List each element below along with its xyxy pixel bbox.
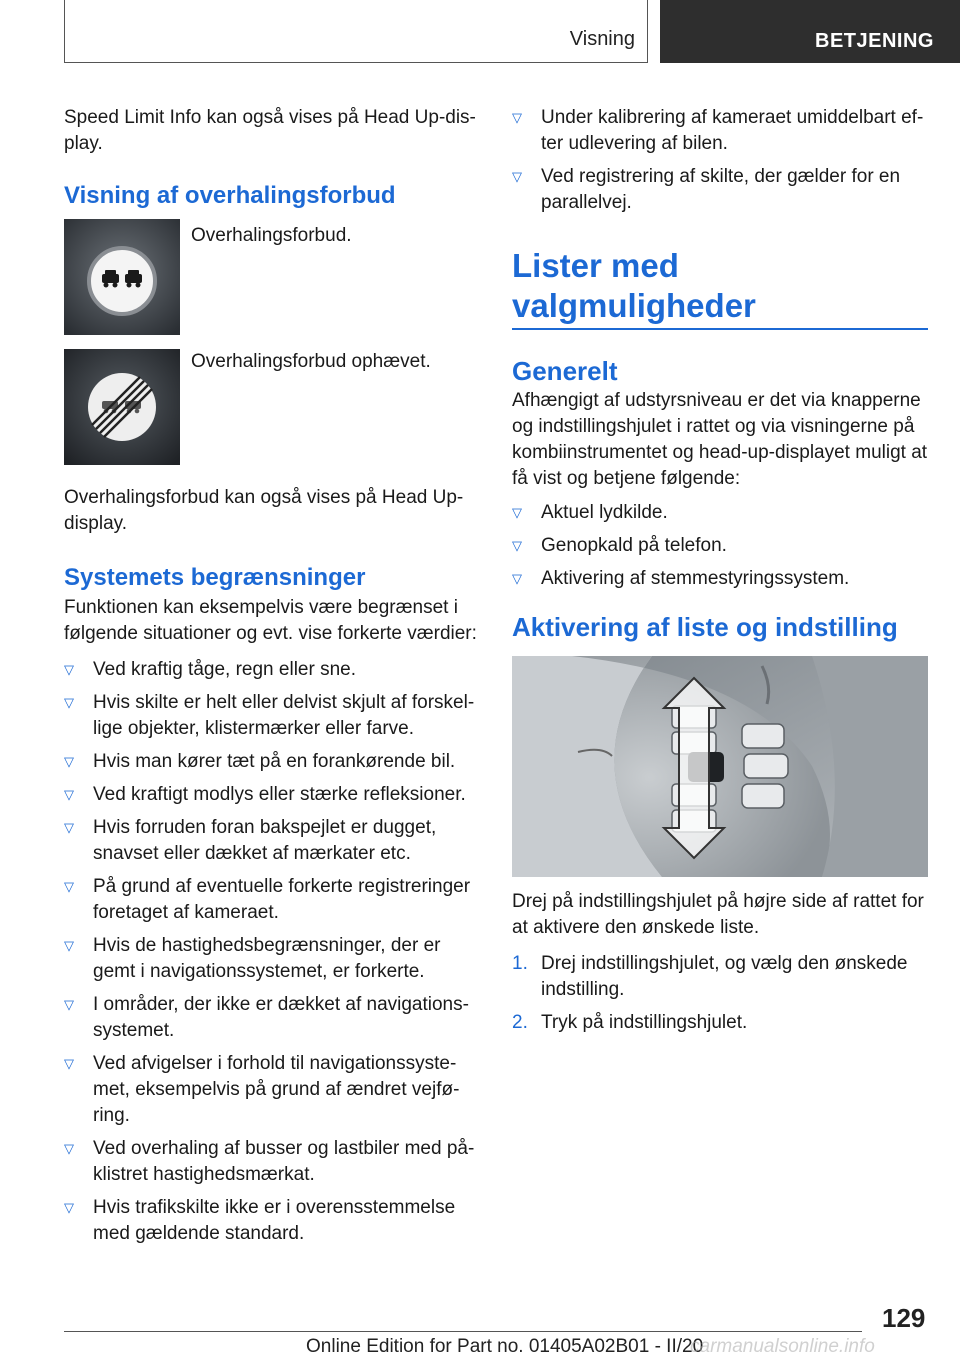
list-item: ▽ Ved overhaling af busser og lastbiler med på-klistret hastighedsmærkat.: [64, 1138, 475, 1185]
list-item: ▽ Hvis forruden foran bakspejlet er dugget, snavset eller dækket af mærkater etc.: [64, 817, 437, 864]
hud-intro-text: Speed Limit Info kan også vises på Head Up-dis-play.: [64, 107, 476, 154]
bullet-triangle-icon: ▽: [512, 538, 522, 553]
bullet-triangle-icon: ▽: [64, 662, 74, 677]
end-no-overtaking-sign-icon: [64, 349, 180, 465]
general-list: [512, 500, 928, 592]
bullet-triangle-icon: ▽: [64, 1200, 74, 1215]
bullet-triangle-icon: ▽: [64, 695, 74, 710]
list-item: ▽ Ved kraftig tåge, regn eller sne.: [64, 657, 479, 683]
list-item: ▽ På grund af eventuelle forkerte registreringer foretaget af kameraet.: [64, 876, 471, 923]
limits-list-continued: [512, 105, 928, 216]
list-item: ▽ Hvis man kører tæt på en forankørende bil.: [64, 749, 479, 775]
bullet-triangle-icon: ▽: [512, 169, 522, 184]
sign2-caption: Overhalingsforbud ophævet.: [191, 351, 431, 372]
sign-row-1: [64, 215, 479, 337]
list-item: ▽ Aktivering af stemmestyringssystem.: [512, 566, 928, 592]
step-item: 2. Tryk på indstillingshjulet.: [512, 1010, 928, 1036]
list-item: ▽ Ved registrering af skilte, der gælder for en parallelvej.: [512, 166, 901, 213]
limits-intro: Funktionen kan eksempelvis være begrænset i følgende situationer og evt. vise forkerte værdier:: [64, 597, 477, 644]
heading-rule: [512, 328, 928, 330]
bullet-triangle-icon: ▽: [512, 505, 522, 520]
activation-text: Drej på indstillingshjulet på højre side af rattet for at aktivere den ønskede liste.: [512, 891, 924, 938]
heading-limits: Systemets begrænsninger: [64, 564, 366, 591]
overtaking-hud-text: Overhalingsforbud kan også vises på Head Up-display.: [64, 487, 464, 534]
bullet-triangle-icon: ▽: [64, 820, 74, 835]
heading-lists: Lister med valgmuligheder: [512, 247, 756, 324]
steering-wheel-illustration: [512, 656, 928, 877]
step-number: 1.: [512, 953, 528, 974]
heading-general: Generelt: [512, 356, 618, 386]
section-title: Visning: [569, 28, 635, 50]
chapter-tab: [660, 0, 960, 63]
step-item: 1. Drej indstillingshjulet, og vælg den ønskede indstilling.: [512, 953, 908, 1000]
list-item: ▽ Ved kraftigt modlys eller stærke refleksioner.: [64, 782, 479, 808]
list-item: ▽ Aktuel lydkilde.: [512, 500, 928, 526]
heading-activation: Aktivering af liste og indstilling: [512, 612, 898, 642]
chapter-label: BETJENING: [815, 30, 934, 52]
sign-row-2: [64, 349, 479, 485]
bullet-triangle-icon: ▽: [64, 879, 74, 894]
list-item: ▽ Hvis skilte er helt eller delvist skjult af forskel-lige objekter, klistermærker eller farve.: [64, 692, 475, 739]
bullet-triangle-icon: ▽: [64, 1141, 74, 1156]
edition-text: Online Edition for Part no. 01405A02B01 - II/20: [306, 1336, 704, 1357]
left-column: [64, 105, 479, 1254]
right-column: [512, 105, 928, 1043]
bullet-triangle-icon: ▽: [512, 110, 522, 125]
header-frame: [64, 0, 648, 63]
page-number: 129: [882, 1303, 926, 1333]
bullet-triangle-icon: ▽: [64, 938, 74, 953]
bullet-triangle-icon: ▽: [64, 1056, 74, 1071]
list-item: ▽ Under kalibrering af kameraet umiddelbart ef-ter udlevering af bilen.: [512, 107, 924, 154]
footer-rule: [64, 1331, 862, 1332]
list-item: ▽ Ved afvigelser i forhold til navigationssyste-met, eksempelvis på grund af ændret vejfø-ring.: [64, 1053, 460, 1126]
list-item: ▽ Genopkald på telefon.: [512, 533, 928, 559]
heading-overtaking: Visning af overhalingsforbud: [64, 182, 396, 209]
steps-list: [512, 951, 928, 1036]
list-item: ▽ Hvis de hastighedsbegrænsninger, der er gemt i navigationssystemet, er forkerte.: [64, 935, 441, 982]
sign1-caption: Overhalingsforbud.: [191, 225, 352, 246]
general-text: Afhængigt af udstyrsniveau er det via knapperne og indstillingshjulet i rattet og via visningerne på kombiinstrumentet og head-up-displayet muligt at få vist og betjene følgende:: [512, 390, 928, 489]
bullet-triangle-icon: ▽: [64, 997, 74, 1012]
limits-list: [64, 657, 479, 1247]
list-item: ▽ Hvis trafikskilte ikke er i overensstemmelse med gældende standard.: [64, 1197, 456, 1244]
bullet-triangle-icon: ▽: [512, 571, 522, 586]
watermark: carmanualsonline.info: [690, 1336, 875, 1357]
bullet-triangle-icon: ▽: [64, 787, 74, 802]
no-overtaking-sign-icon: [64, 219, 180, 335]
bullet-triangle-icon: ▽: [64, 754, 74, 769]
list-item: ▽ I områder, der ikke er dækket af navigations-systemet.: [64, 994, 469, 1041]
step-number: 2.: [512, 1012, 528, 1033]
